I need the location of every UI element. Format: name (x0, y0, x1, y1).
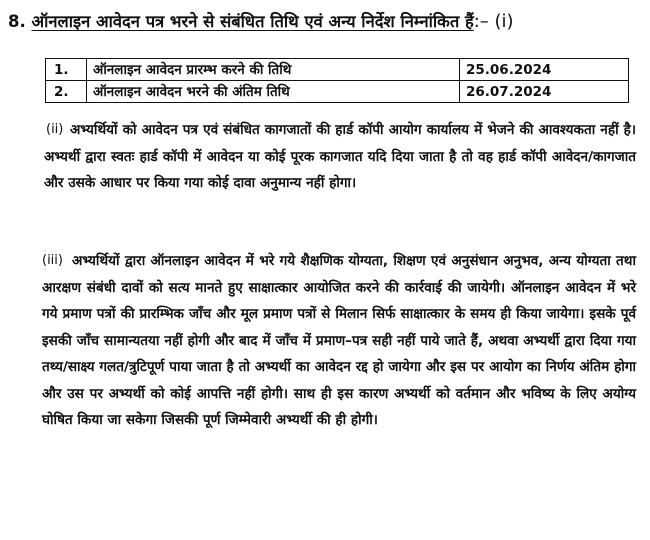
paragraph-marker-iii: (iii) (42, 253, 63, 268)
section-heading (8, 10, 644, 34)
row-label: ऑनलाइन आवेदन प्रारम्भ करने की तिथि (87, 59, 460, 81)
dates-table (45, 58, 629, 103)
row-serial: 2. (46, 81, 87, 103)
row-label: ऑनलाइन आवेदन भरने की अंतिम तिथि (87, 81, 460, 103)
paragraph-iii: अभ्यर्थियों द्वारा ऑनलाइन आवेदन में भरे गये शैक्षणिक योग्यता, शिक्षण एवं अनुसंधान अनुभव, अन्य योग्यता तथा आरक्षण संबंधी दावों को सत्य मानते हुए साक्षात्कार आयोजित करने की कार्रवाई की जायेगी। ऑनलाइन आवेदन में भरे गये प्रमाण पत्रों की प्रारम्भिक जाँच और मूल प्रमाण पत्रों से मिलान सिर्फ साक्षात्कार के समय ही किया जायेगा। इसके पूर्व इसकी जाँच सामान्यतया नहीं होगी और बाद में जाँच में प्रमाण–पत्र सही नहीं पाये जाते हैं, अथवा अभ्यर्थी द्वारा दिया गया तथ्य/साक्ष्य गलत/त्रुटिपूर्ण पाया जाता है तो अभ्यर्थी का आवेदन रद्द हो जायेगा और इस पर आयोग का निर्णय अंतिम होगा और उस पर अभ्यर्थी को कोई आपत्ति नहीं होगी। साथ ही इस कारण अभ्यर्थी को वर्तमान और भविष्य के लिए अयोग्य घोषित किया जा सकेगा जिसकी पूर्ण जिम्मेवारी अभ्यर्थी की ही होगी। (42, 253, 636, 428)
paragraph-ii: अभ्यर्थियों को आवेदन पत्र एवं संबंधित कागजातों की हार्ड कॉपी आयोग कार्यालय में भेजने की आवश्यकता नहीं है। अभ्यर्थी द्वारा स्वतः हार्ड कॉपी में आवेदन या कोई पूरक कागजात यदि दिया जाता है तो वह हार्ड कॉपी आवेदन/कागजात और उसके आधार पर किया गया कोई दावा अनुमान्य नहीं होगा। (44, 122, 636, 191)
section-number: 8. (8, 12, 26, 31)
row-serial: 1. (46, 59, 87, 81)
row-date: 26.07.2024 (460, 81, 629, 103)
paragraph-marker-ii: (ii) (46, 122, 64, 137)
section-title: ऑनलाइन आवेदन पत्र भरने से संबंधित तिथि एवं अन्य निर्देश निम्नांकित हैं (31, 12, 474, 31)
section-suffix: :– (i) (473, 11, 514, 32)
table-row (46, 59, 629, 81)
table-row (46, 81, 629, 103)
row-date: 25.06.2024 (460, 59, 629, 81)
